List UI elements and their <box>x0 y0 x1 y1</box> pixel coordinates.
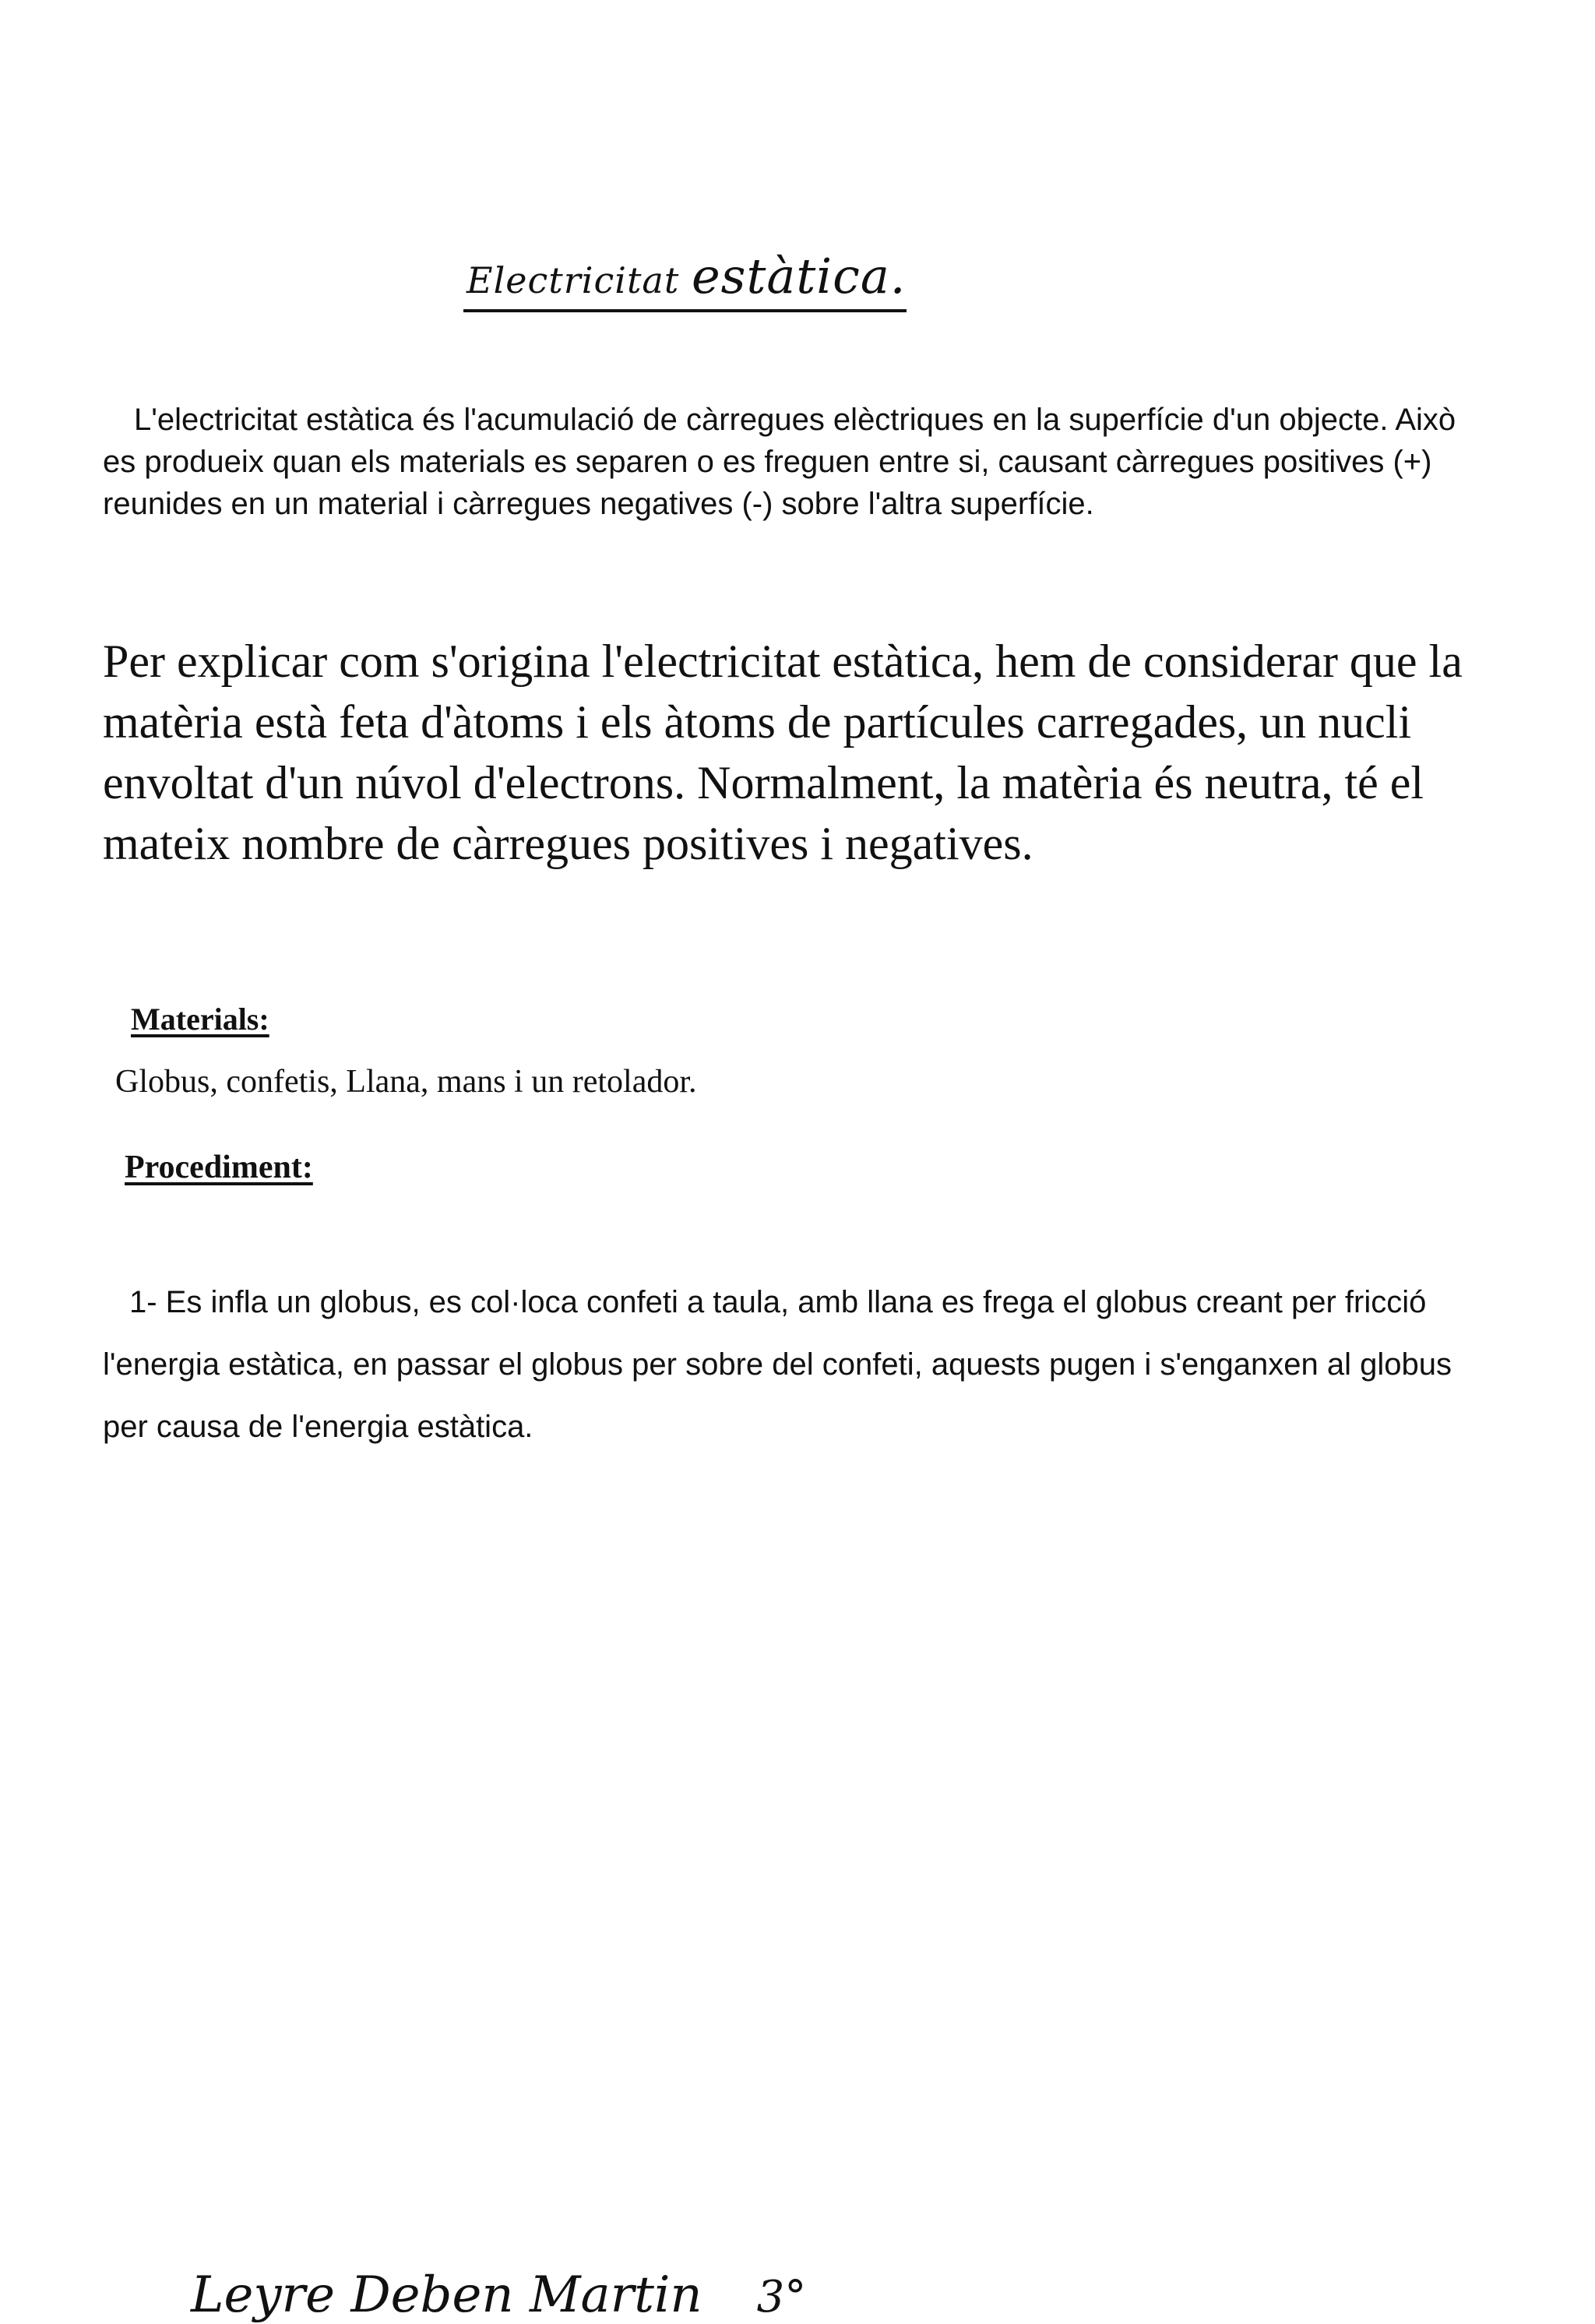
procedure-heading: Procediment: <box>125 1150 313 1185</box>
document-title <box>463 248 907 312</box>
materials-heading: Materials: <box>131 1002 269 1037</box>
signature-grade: 3° <box>756 2272 807 2322</box>
title-word-1: Electricitat <box>467 259 692 301</box>
title-container <box>463 248 946 312</box>
title-word-2: estàtica. <box>691 248 907 305</box>
explanation-paragraph: Per explicar com s'origina l'electricitat estàtica, hem de considerar que la matèria està feta d'àtoms i els àtoms de partícules carregades, un nucli envoltat d'un núvol d'electrons. Normalment, la matèria és neutra, té el mateix nombre de càrregues positives i negatives. <box>103 636 1463 869</box>
signature-name: Leyre Deben Martin <box>191 2266 702 2324</box>
procedure-step-1: 1- Es infla un globus, es col·loca confeti a taula, amb llana es frega el globus creant per fricció l'energia estàtica, en passar el globus per sobre del confeti, aquests pugen i s'enganxen al globus per causa de l'energia estàtica. <box>103 1285 1452 1444</box>
materials-list: Globus, confetis, Llana, mans i un retolador. <box>115 1064 697 1100</box>
signature <box>191 2266 806 2324</box>
intro-paragraph: L'electricitat estàtica és l'acumulació de càrregues elèctriques en la superfície d'un objecte. Això es produeix quan els materials es separen o es freguen entre si, causant càrregues positives (+) reunides en un material i càrregues negatives (-) sobre l'altra superfície. <box>103 403 1456 521</box>
